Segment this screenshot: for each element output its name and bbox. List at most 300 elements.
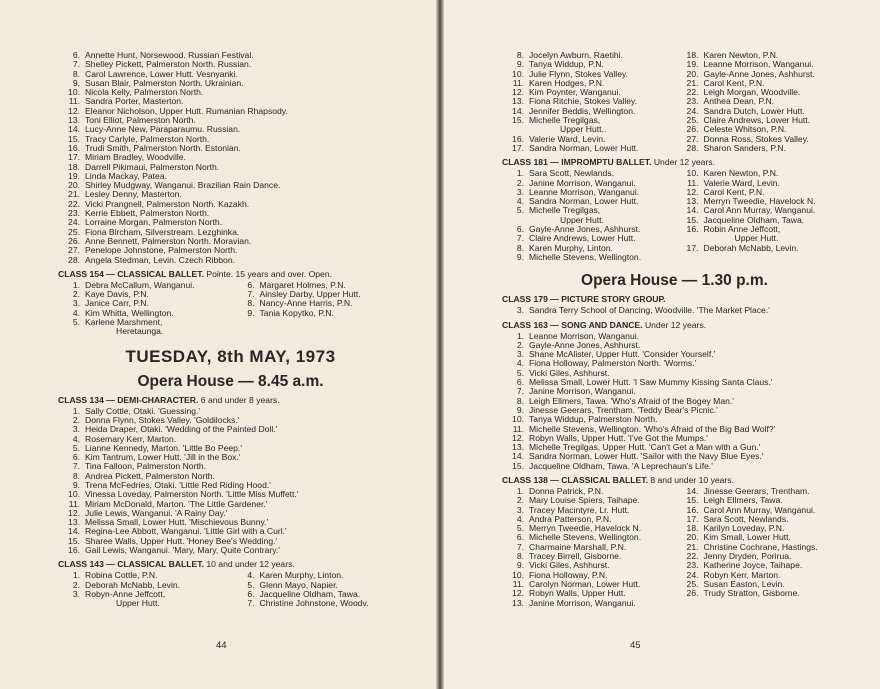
entry-text: Robina Cottle, P.N. bbox=[85, 570, 158, 581]
entry-text: Merryn Tweedie, Havelock N. bbox=[703, 196, 816, 207]
entry-column bbox=[58, 571, 229, 608]
entry-number: 5. bbox=[516, 367, 524, 378]
venue-heading: Opera House — 8.45 a.m. bbox=[137, 372, 324, 390]
entry-number: 2. bbox=[516, 177, 524, 188]
entry-number: 23. bbox=[686, 560, 699, 571]
entry-number: 5. bbox=[72, 317, 80, 328]
entry-number: 15. bbox=[686, 214, 699, 225]
entry-text: Valerie Ward, Levin. bbox=[529, 133, 606, 144]
entry-text: Vinessa Loveday, Palmerston North. 'Little Miss Muffett.' bbox=[85, 489, 299, 500]
class-title: CLASS 143 — CLASSICAL BALLET. bbox=[58, 559, 204, 570]
class-title: CLASS 154 — CLASSICAL BALLET. bbox=[58, 268, 204, 279]
entry-text: Gayle-Anne Jones, Ashhurst. bbox=[703, 68, 815, 79]
entry-number: 8. bbox=[72, 470, 80, 481]
entry-number: 19. bbox=[68, 170, 80, 181]
entry-number: 26. bbox=[68, 235, 80, 246]
list-item bbox=[677, 244, 848, 253]
entry-number: 1. bbox=[516, 485, 524, 496]
class-title: CLASS 181 — IMPROMPTU BALLET. bbox=[502, 157, 652, 168]
entry-number: 28. bbox=[68, 254, 80, 265]
entry-number: 24. bbox=[686, 105, 699, 116]
entry-number: 25. bbox=[686, 115, 699, 126]
entry-number: 4. bbox=[72, 433, 80, 444]
entry-number: 4. bbox=[247, 570, 255, 581]
entry-number: 24. bbox=[68, 217, 80, 228]
entry-number: 4. bbox=[516, 358, 524, 369]
entry-text: Julie Lewis, Wanganui. 'A Rainy Day.' bbox=[85, 507, 228, 518]
entry-number: 2. bbox=[72, 289, 80, 300]
class-note: Under 12 years. bbox=[644, 319, 707, 330]
entry-text: Deborah McNabb, Levin. bbox=[703, 242, 799, 253]
class-138-entries bbox=[502, 487, 847, 608]
entry-text: Sandra Porter, Masterton. bbox=[85, 96, 184, 107]
entry-text: Kim Whitta, Wellington. bbox=[85, 307, 174, 318]
entry-number: 15. bbox=[68, 535, 80, 546]
list-item bbox=[502, 462, 847, 471]
entry-number: 8. bbox=[516, 50, 524, 60]
entry-column bbox=[502, 51, 673, 153]
entry-number: 7. bbox=[516, 233, 524, 244]
entry-number: 12. bbox=[512, 87, 524, 98]
entry-number: 18. bbox=[686, 50, 699, 60]
page-number: 44 bbox=[216, 640, 227, 651]
entry-text: Sandra Dutch, Lower Hutt. bbox=[703, 105, 805, 116]
entry-text: Michelle Tregilgas, bbox=[529, 115, 601, 126]
entry-text: Janine Morrison, Wanganui. bbox=[529, 386, 636, 397]
class-note: 10 and under 12 years. bbox=[206, 559, 295, 570]
entry-number: 22. bbox=[686, 551, 699, 562]
class-134-entries bbox=[58, 407, 403, 556]
entry-text: Celeste Whitson, P.N. bbox=[703, 124, 787, 135]
entry-text: Michelle Tregilgas, bbox=[529, 205, 601, 216]
date-heading: TUESDAY, 8th MAY, 1973 bbox=[125, 346, 336, 366]
entry-number: 7. bbox=[72, 59, 80, 70]
class-note: 6 and under 8 years. bbox=[200, 394, 280, 405]
entry-text: Robyn-Anne Jeffcott, bbox=[85, 588, 166, 599]
entry-number: 2. bbox=[72, 579, 80, 590]
entry-number: 18. bbox=[686, 523, 699, 534]
entry-number: 22. bbox=[68, 198, 80, 209]
entry-text: Sharee Walls, Upper Hutt. 'Honey Bee's Wedding.' bbox=[85, 535, 278, 546]
entry-number: 23. bbox=[68, 208, 80, 219]
class-title: CLASS 134 — DEMI-CHARACTER. bbox=[58, 394, 199, 405]
entry-text: Michelle Stevens, Wellington. bbox=[529, 251, 642, 262]
entry-number: 12. bbox=[512, 432, 524, 443]
page-number: 45 bbox=[630, 640, 641, 651]
entry-text: Julie Flynn, Stokes Valley. bbox=[529, 68, 629, 79]
entry-text: Christine Cochrane, Hastings. bbox=[703, 541, 818, 552]
entry-text: Jacqueline Oldham, Tawa. bbox=[703, 214, 805, 225]
entry-text: Darrell Pikimaui, Palmerston North. bbox=[85, 161, 220, 172]
entry-text: Miriam Bradley, Woodville. bbox=[85, 152, 186, 163]
entry-number: 8. bbox=[72, 68, 80, 79]
entry-text: Regina-Lee Abbott, Wanganui. 'Little Girl with a Curl.' bbox=[85, 526, 287, 537]
class-181-entries bbox=[502, 169, 847, 262]
entry-number: 7. bbox=[247, 598, 255, 609]
entry-text: Fiona Holloway, P.N. bbox=[529, 569, 608, 580]
entry-number: 12. bbox=[68, 105, 80, 116]
entry-text: Kaye Davis, P.N. bbox=[85, 289, 149, 300]
entry-text: Karen Newton, P.N. bbox=[703, 50, 779, 60]
entry-number: 26. bbox=[686, 124, 699, 135]
entry-number: 3. bbox=[516, 186, 524, 197]
entry-number: 1. bbox=[516, 330, 524, 341]
entry-column bbox=[233, 571, 404, 608]
entry-number: 14. bbox=[686, 205, 699, 216]
entry-text: Angela Stedman, Levin. Czech Ribbon. bbox=[85, 254, 236, 265]
list-item bbox=[58, 546, 403, 555]
entry-text: Jinesse Geerars, Trentham. 'Teddy Bear's Picnic.' bbox=[529, 404, 718, 415]
entry-text: Margaret Holmes, P.N. bbox=[259, 279, 346, 290]
list-item bbox=[58, 327, 229, 336]
entry-number: 10. bbox=[512, 414, 524, 425]
entry-number: 14. bbox=[686, 485, 699, 496]
entry-text: Fiona Ritchie, Stokes Valley. bbox=[529, 96, 638, 107]
entry-number: 26. bbox=[686, 588, 699, 599]
entry-number: 4. bbox=[72, 307, 80, 318]
entry-text: Jocelyn Awburn, Raetihi. bbox=[529, 50, 623, 60]
entry-number: 14. bbox=[512, 105, 524, 116]
entry-text: Sally Cottle, Otaki. 'Guessing.' bbox=[85, 405, 201, 416]
entry-column bbox=[502, 487, 673, 608]
entry-column bbox=[502, 169, 673, 262]
entry-number: 9. bbox=[516, 404, 524, 415]
entry-text: Debra McCallum, Wanganui. bbox=[85, 279, 195, 290]
entry-text: Lucy-Anne New, Paraparaumu. Russian. bbox=[85, 124, 241, 135]
entry-number: 16. bbox=[68, 545, 80, 556]
entry-text: Mary Louise Spiers, Taihape. bbox=[529, 495, 640, 506]
entry-text: Sara Scott, Newlands. bbox=[703, 513, 789, 524]
entry-number: 13. bbox=[512, 96, 524, 107]
entry-number: 3. bbox=[72, 424, 80, 435]
entry-number: 20. bbox=[686, 68, 699, 79]
entry-text: Claire Andrews, Lower Hutt. bbox=[529, 233, 636, 244]
entry-number: 25. bbox=[686, 578, 699, 589]
entry-number: 20. bbox=[686, 532, 699, 543]
entry-number: 6. bbox=[516, 377, 524, 388]
entry-text: Andra Patterson, P.N. bbox=[529, 513, 612, 524]
entry-number: 6. bbox=[247, 588, 255, 599]
entry-number: 15. bbox=[512, 460, 524, 471]
entry-number: 17. bbox=[512, 142, 524, 153]
entry-text: Miriam McDonald, Marton. 'The Little Gardener.' bbox=[85, 498, 268, 509]
entry-number: 2. bbox=[516, 495, 524, 506]
entry-text: Sharon Sanders, P.N. bbox=[703, 142, 786, 153]
list-item bbox=[58, 599, 229, 608]
entry-text: Robyn Kerr, Marton. bbox=[703, 569, 781, 580]
opening-entry-list bbox=[58, 51, 403, 265]
entry-text: Claire Andrews, Lower Hutt. bbox=[703, 115, 811, 126]
list-item bbox=[233, 309, 404, 318]
entry-text: Robin Anne Jeffcott, bbox=[703, 224, 781, 235]
entry-number: 16. bbox=[68, 142, 80, 153]
entry-number: 3. bbox=[516, 504, 524, 515]
entry-number: 10. bbox=[512, 569, 524, 580]
entry-text: Jacqueline Oldham, Tawa. bbox=[259, 588, 361, 599]
entry-number: 6. bbox=[516, 532, 524, 543]
entry-text: Shelley Pickett, Palmerston North. Russian. bbox=[85, 59, 252, 70]
entry-text: Melissa Small, Lower Hutt. 'Mischievous Bunny.' bbox=[85, 517, 269, 528]
list-item bbox=[677, 589, 848, 598]
entry-text: Kim Tantrum, Lower Hutt. 'Jill in the Box.' bbox=[85, 452, 241, 463]
entry-number: 4. bbox=[516, 196, 524, 207]
entry-text: Trudi Smith, Palmerston North. Estonian. bbox=[85, 142, 241, 153]
entry-text: Vicki Prangnell, Palmerston North. Kazakh. bbox=[85, 198, 250, 209]
entry-number: 13. bbox=[68, 517, 80, 528]
class-179-entries bbox=[502, 306, 847, 315]
entry-number: 11. bbox=[68, 96, 80, 107]
entry-text: Gail Lewis, Wanganui. 'Mary, Mary, Quite Contrary.' bbox=[85, 545, 280, 556]
entry-text: Robyn Walls, Upper Hutt. bbox=[529, 588, 626, 599]
entry-number: 8. bbox=[516, 242, 524, 253]
entry-column bbox=[233, 281, 404, 337]
entry-number: 4. bbox=[516, 513, 524, 524]
entry-text: Upper Hutt. bbox=[734, 233, 779, 244]
entry-number: 27. bbox=[68, 245, 80, 256]
entry-column bbox=[677, 51, 848, 153]
entry-number: 2. bbox=[516, 339, 524, 350]
entry-number: 27. bbox=[686, 133, 699, 144]
entry-number: 3. bbox=[72, 588, 80, 599]
entry-text: Valerie Ward, Levin. bbox=[703, 177, 780, 188]
entry-text: Susan Easton, Levin. bbox=[703, 578, 785, 589]
entry-text: Upper Hutt.. bbox=[560, 124, 607, 135]
entry-text: Tina Falloon, Palmerston North. bbox=[85, 461, 207, 472]
entry-number: 15. bbox=[68, 133, 80, 144]
entry-number: 5. bbox=[247, 579, 255, 590]
list-item bbox=[502, 144, 673, 153]
entry-number: 13. bbox=[512, 442, 524, 453]
entry-number: 12. bbox=[512, 588, 524, 599]
entry-number: 21. bbox=[686, 541, 699, 552]
entry-text: Shane McAlister, Upper Hutt. 'Consider Yourself.' bbox=[529, 349, 716, 360]
entry-number: 18. bbox=[68, 161, 80, 172]
entry-number: 16. bbox=[686, 504, 699, 515]
list-item bbox=[502, 599, 673, 608]
entry-text: Lorraine Morgan, Palmerston North. bbox=[85, 217, 223, 228]
entry-text: Fiona Bircham, Silverstream. Lezghinka. bbox=[85, 226, 240, 237]
left-page bbox=[0, 0, 436, 689]
class-note: 8 and under 10 years. bbox=[650, 474, 734, 485]
entry-text: Lianne Kennedy, Marton. 'Little Bo Peep.' bbox=[85, 442, 242, 453]
entry-number: 14. bbox=[68, 124, 80, 135]
entry-text: Upper Hutt. bbox=[116, 598, 160, 609]
entry-text: Michelle Stevens, Wellington. 'Who's Afraid of the Big Bad Wolf?' bbox=[529, 423, 776, 434]
entry-text: Carolyn Norman, Lower Hutt. bbox=[529, 578, 641, 589]
entry-number: 3. bbox=[516, 349, 524, 360]
entry-text: Jinesse Geerars, Trentham. bbox=[703, 485, 810, 496]
entry-text: Karlene Marshment, bbox=[85, 317, 163, 328]
entry-text: Donna Flynn, Stokes Valley. 'Goldilocks.' bbox=[85, 414, 240, 425]
entry-text: Karen Murphy, Linton. bbox=[529, 242, 613, 253]
entry-text: Ainsley Darby, Upper Hutt. bbox=[259, 289, 361, 300]
entry-number: 11. bbox=[687, 177, 699, 188]
entry-text: Tracy Carlyle, Palmerston North. bbox=[85, 133, 210, 144]
entry-text: Donna Ross, Stokes Valley. bbox=[703, 133, 809, 144]
entry-number: 24. bbox=[686, 569, 699, 580]
class-143-heading bbox=[58, 559, 403, 569]
entry-text: Michelle Tregilgas, Upper Hutt. 'Can't Get a Man with a Gun.' bbox=[529, 442, 761, 453]
entry-text: Kim Poynter, Wanganui. bbox=[529, 87, 621, 98]
entry-text: Donna Patrick, P.N. bbox=[529, 485, 604, 496]
entry-column bbox=[58, 281, 229, 337]
class-181-heading bbox=[502, 157, 847, 167]
entry-text: Deborah McNabb, Levin. bbox=[85, 579, 181, 590]
entry-text: Janice Carr, P.N. bbox=[85, 298, 149, 309]
entry-text: Gayle-Anne Jones, Ashhurst. bbox=[529, 224, 641, 235]
entry-text: Merryn Tweedie, Havelock N. bbox=[529, 523, 642, 534]
list-item bbox=[502, 306, 847, 315]
entry-text: Sandra Norman, Lower Hutt. bbox=[529, 142, 639, 153]
entry-number: 13. bbox=[68, 115, 80, 126]
entry-column bbox=[677, 487, 848, 608]
entry-number: 7. bbox=[247, 289, 255, 300]
class-134-heading bbox=[58, 395, 403, 405]
entry-text: Kim Small, Lower Hutt. bbox=[703, 532, 791, 543]
entry-text: Leanne Morrison, Wanganui. bbox=[529, 330, 640, 341]
entry-number: 10. bbox=[68, 87, 80, 98]
entry-text: Heida Draper, Otaki. 'Wedding of the Painted Doll.' bbox=[85, 424, 278, 435]
class-title: CLASS 179 — PICTURE STORY GROUP. bbox=[502, 294, 666, 305]
entry-number: 11. bbox=[68, 498, 80, 509]
entry-number: 23. bbox=[686, 96, 699, 107]
entry-number: 6. bbox=[247, 279, 255, 290]
class-138-heading bbox=[502, 475, 847, 485]
entry-number: 17. bbox=[686, 513, 699, 524]
class-note: Pointe. 15 years and over. Open. bbox=[206, 268, 333, 279]
entry-number: 11. bbox=[512, 578, 524, 589]
entry-number: 5. bbox=[516, 523, 524, 534]
entry-text: Melissa Small, Lower Hutt. 'I Saw Mummy Kissing Santa Claus.' bbox=[529, 377, 773, 388]
class-154-entries bbox=[58, 281, 403, 337]
class-title: CLASS 138 — CLASSICAL BALLET. bbox=[502, 474, 648, 485]
entry-text: Trudy Stratton, Gisborne. bbox=[703, 588, 800, 599]
entry-text: Upper Hutt. bbox=[560, 214, 604, 225]
entry-column bbox=[677, 169, 848, 262]
entry-text: Linda Mackay, Patea. bbox=[85, 170, 168, 181]
class-163-entries bbox=[502, 332, 847, 471]
entry-text: Janine Morrison, Wanganui. bbox=[529, 177, 636, 188]
list-item bbox=[233, 599, 404, 608]
entry-text: Eleanor Nicholson, Upper Hutt. Rumanian Rhapsody. bbox=[85, 105, 288, 116]
entry-text: Tania Kopytko, P.N. bbox=[259, 307, 334, 318]
entry-text: Annette Hunt, Norsewood. Russian Festival. bbox=[85, 50, 254, 60]
entry-text: Kerrie Ebbett, Palmerston North. bbox=[85, 208, 210, 219]
entry-text: Sandra Norman, Lower Hutt. 'Sailor with the Navy Blue Eyes.' bbox=[529, 451, 764, 462]
entry-number: 9. bbox=[247, 307, 255, 318]
entry-number: 21. bbox=[68, 189, 80, 200]
entry-number: 14. bbox=[68, 526, 80, 537]
entry-text: Anthea Dean, P.N. bbox=[703, 96, 775, 107]
entry-text: Shirley Mudgway, Wanganui. Brazilian Rain Dance. bbox=[85, 180, 281, 191]
entry-number: 12. bbox=[68, 507, 80, 518]
entry-number: 9. bbox=[72, 479, 80, 490]
class-note: Under 12 years. bbox=[653, 157, 715, 168]
entry-text: Heretaunga. bbox=[116, 326, 164, 337]
entry-number: 12. bbox=[686, 186, 699, 197]
entry-text: Karilyn Loveday, P.N. bbox=[703, 523, 785, 534]
entry-number: 6. bbox=[72, 452, 80, 463]
entry-text: Janine Morrison, Wanganui. bbox=[529, 597, 636, 608]
entry-number: 11. bbox=[512, 77, 524, 88]
opening-entry-columns bbox=[502, 51, 847, 153]
entry-text: Leigh Ellmers, Tawa. bbox=[703, 495, 783, 506]
entry-number: 1. bbox=[72, 405, 80, 416]
entry-number: 21. bbox=[686, 77, 699, 88]
entry-number: 20. bbox=[68, 180, 80, 191]
entry-number: 19. bbox=[686, 59, 699, 70]
entry-number: 1. bbox=[72, 570, 80, 581]
entry-text: Tanya Widdup, P.N. bbox=[529, 59, 604, 70]
book-gutter bbox=[436, 0, 444, 689]
entry-number: 5. bbox=[72, 442, 80, 453]
entry-number: 3. bbox=[516, 305, 524, 316]
entry-text: Vicki Giles, Ashhurst. bbox=[529, 367, 610, 378]
entry-number: 10. bbox=[68, 489, 80, 500]
entry-text: Nicola Kelly, Palmerston North. bbox=[85, 87, 204, 98]
entry-text: Nancy-Anne Harris, P.N. bbox=[259, 298, 353, 309]
entry-text: Karen Hodges, P.N. bbox=[529, 77, 605, 88]
entry-number: 14. bbox=[512, 451, 524, 462]
entry-text: Sara Scott, Newlands. bbox=[529, 168, 615, 179]
entry-number: 10. bbox=[686, 168, 699, 179]
entry-number: 16. bbox=[686, 224, 699, 235]
entry-number: 17. bbox=[68, 152, 80, 163]
entry-text: Carol Lawrence, Lower Hutt. Vesnyanki. bbox=[85, 68, 238, 79]
entry-text: Anne Bennett, Palmerston North. Moravian. bbox=[85, 235, 252, 246]
entry-text: Fiona Holloway, Palmerston North. 'Worms.' bbox=[529, 358, 697, 369]
entry-text: Christine Johnstone, Woodv. bbox=[259, 598, 369, 609]
entry-text: Carol Ann Murray, Wanganui. bbox=[703, 504, 816, 515]
entry-text: Penelope Johnstone, Palmerston North. bbox=[85, 245, 238, 256]
entry-text: Leigh Morgan, Woodville. bbox=[703, 87, 801, 98]
entry-text: Susan Blair, Palmerston North. Ukrainian. bbox=[85, 77, 244, 88]
entry-text: Michelle Stevens, Wellington. bbox=[529, 532, 642, 543]
entry-text: Karen Murphy, Linton. bbox=[259, 570, 344, 581]
entry-text: Jacqueline Oldham, Tawa. 'A Leprechaun's Life.' bbox=[529, 460, 713, 471]
entry-text: Toni Elliot, Palmerston North. bbox=[85, 115, 196, 126]
entry-text: Sandra Terry School of Dancing, Woodville. 'The Market Place.' bbox=[529, 305, 770, 316]
entry-text: Lesley Denny, Masterton. bbox=[85, 189, 182, 200]
entry-text: Andrea Pickett, Palmerston North. bbox=[85, 470, 215, 481]
entry-number: 3. bbox=[72, 298, 80, 309]
entry-number: 7. bbox=[516, 541, 524, 552]
entry-text: Leigh Ellmers, Tawa. 'Who's Afraid of the Bogey Man.' bbox=[529, 395, 734, 406]
class-154-heading bbox=[58, 269, 403, 279]
entry-number: 9. bbox=[72, 77, 80, 88]
entry-number: 22. bbox=[686, 87, 699, 98]
entry-number: 8. bbox=[516, 395, 524, 406]
entry-text: Carol Kent, P.N. bbox=[703, 186, 765, 197]
right-page bbox=[444, 0, 880, 689]
entry-text: Jennifer Beddis, Wellington. bbox=[529, 105, 636, 116]
entry-number: 9. bbox=[516, 560, 524, 571]
entry-number: 2. bbox=[72, 414, 80, 425]
entry-text: Katherine Joyce, Taihape. bbox=[703, 560, 803, 571]
class-title: CLASS 163 — SONG AND DANCE. bbox=[502, 319, 643, 330]
entry-text: Leanne Morrison, Wanganui. bbox=[529, 186, 640, 197]
entry-text: Vicki Giles, Ashhurst. bbox=[529, 560, 610, 571]
entry-number: 9. bbox=[516, 59, 524, 70]
entry-number: 1. bbox=[72, 279, 80, 290]
entry-text: Jenny Dryden, Porirua. bbox=[703, 551, 792, 562]
entry-text: Glenn Mayo, Napier. bbox=[259, 579, 338, 590]
class-143-entries bbox=[58, 571, 403, 608]
entry-number: 28. bbox=[686, 142, 699, 153]
entry-number: 13. bbox=[686, 196, 699, 207]
entry-number: 1. bbox=[516, 168, 524, 179]
entry-text: Karen Newton, P.N. bbox=[703, 168, 779, 179]
